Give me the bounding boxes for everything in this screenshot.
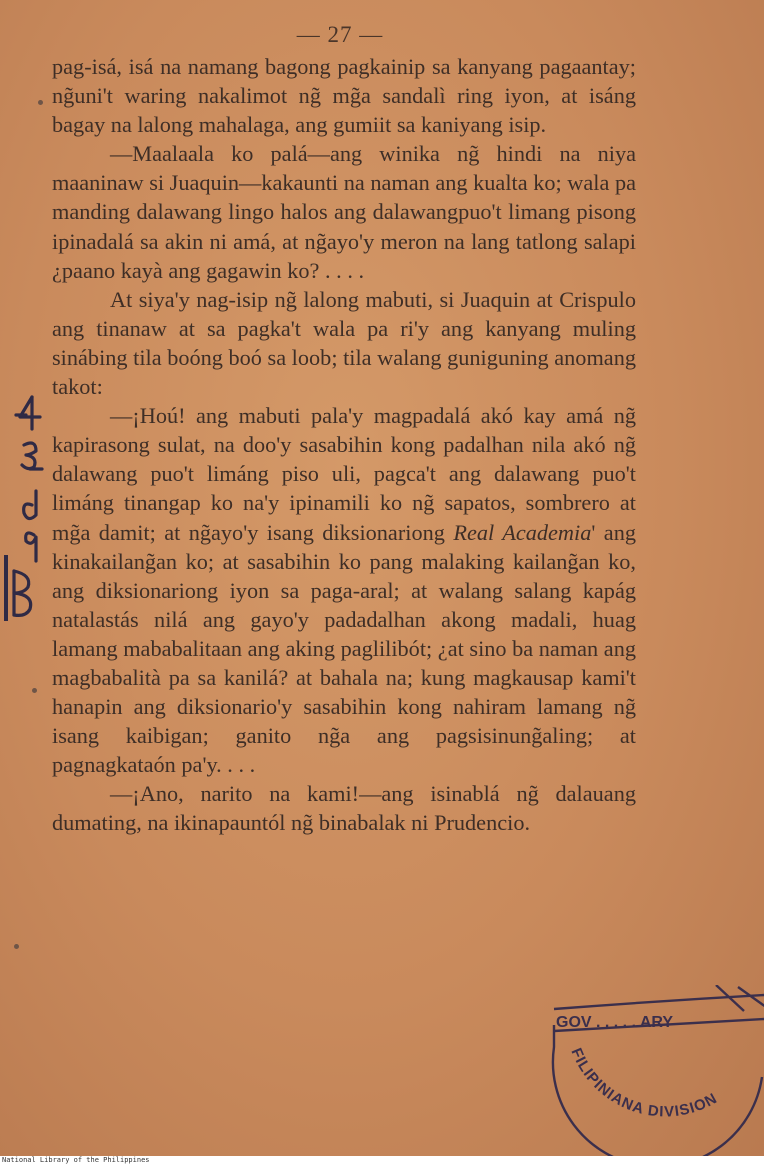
body-text — [52, 52, 636, 838]
handwritten-margin-note — [2, 395, 52, 625]
page-number: — 27 — — [296, 22, 384, 47]
paragraph-text: At siya'y nag-isip ng̃ lalong mabuti, si Juaquin at Crispulo ang tinanaw at sa pagka't wala pa ri'y ang kanyang muling sinábing tila boóng boó sa loob; tila walang guniguning anomang takot: — [52, 286, 636, 400]
stamp-arc-text: FILIPINIANA DIVISION — [567, 1045, 721, 1121]
svg-text:FILIPINIANA DIVISION — [567, 1046, 720, 1121]
paragraph-text: —Maalaala ko palá—ang winika ng̃ hindi na niya maaninaw si Juaquin—kakaunti na naman ang kualta ko; wala pa manding dalawang lingo halos ang dalawangpuo't limang pisong ipinadalá sa akin ni amá, at ng̃ayo'y meron na lang tatlong salapi ¿paano kayà ang gagawin ko? . . . . — [52, 141, 636, 283]
italic-text: Real Academia — [453, 519, 592, 545]
paragraph — [52, 52, 636, 139]
stamp-top-text: GOV . . . . . ARY — [556, 1014, 674, 1031]
library-stamp — [548, 985, 764, 1156]
paragraph — [52, 285, 636, 401]
paragraph-text: —¡Hoú! ang mabuti pala'y magpadalá akó kay amá ng̃ kapirasong sulat, na doo'y sasabihin kong padalhan nila akó ng̃ dalawang puo't limáng piso uli, pagca't ang dalawang puo't limáng tinangap ko na'y ipinamili ko ng̃ sapatos, sombrero at mg̃a damit; at ng̃ayo'y isang diksionariong — [52, 403, 636, 545]
library-stamp-seal-icon — [548, 985, 764, 1156]
paragraph — [52, 779, 636, 837]
paragraph — [52, 139, 636, 284]
paragraph-text: pag-isá, isá na namang bagong pagkainip sa kanyang pagaantay; ng̃uni't waring nakalimot ng̃ mg̃a sandalì ring iyon, at isáng bagay na lalong mahalaga, ang gumiit sa kaniyang isip. — [52, 54, 636, 138]
speck — [14, 944, 19, 949]
footer-credit: National Library of the Philippines — [2, 1156, 150, 1164]
speck — [38, 100, 43, 105]
paragraph-text: —¡Ano, narito na kami!—ang isinablá ng̃ dalauang dumating, na ikinapauntól ng̃ binabalak ni Prudencio. — [52, 781, 636, 836]
paragraph-text: ' ang kinakailang̃an ko; at sasabihin ko pang malaking kailang̃an ko, ang diksionariong iyon sa paga-aral; at walang salang kapág natalastás nilá ang gayo'y padadalhan akong madali, huag lamang mababalitaan ang aking paglilibót; ¿at sino ba naman ang magbabalità pa sa kanilá? at bahala na; kung magkausap kami't hanapin ang diksionario'y sasabihin kong nahiram lamang ng̃ isang kaibigan; ganito ng̃a ang pagsisinung̃aling; at pagnagkataón pa'y. . . . — [52, 519, 637, 778]
handwritten-call-number-icon — [2, 395, 52, 625]
paragraph — [52, 401, 636, 779]
speck — [32, 688, 37, 693]
